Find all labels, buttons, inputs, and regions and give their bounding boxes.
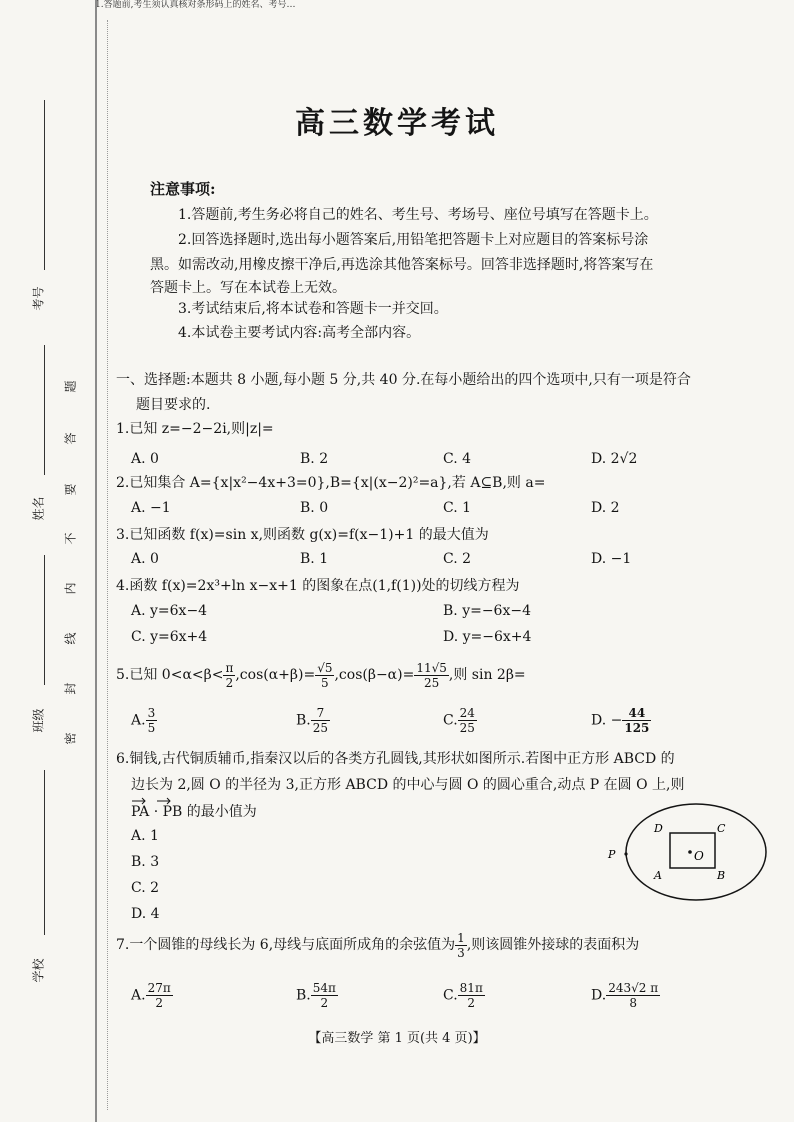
name-line — [44, 345, 45, 475]
q2-option-b: B. 0 — [300, 500, 329, 516]
seal-char: 内 — [63, 582, 78, 595]
q5-frac-root5-5: $\frac{√5}{5}$ — [317, 660, 333, 690]
page-footer: 【高三数学 第 1 页(共 4 页)】 — [308, 1031, 486, 1046]
class-line — [44, 555, 45, 685]
seal-char: 要 — [63, 483, 78, 496]
q7-stem-pre: 7.一个圆锥的母线长为 6,母线与底面所成角的余弦值为 — [116, 937, 456, 953]
notice-heading: 注意事项: — [150, 180, 216, 198]
q2-option-a: A. −1 — [131, 500, 171, 516]
q5-frac-pi-2: $\frac{\pi}{2}$ — [225, 660, 234, 690]
q7-option-d: D. $\frac{243√2 \pi}{8}$ — [591, 981, 659, 1010]
seal-char: 题 — [63, 380, 78, 393]
q1-option-d: D. 2√2 — [591, 451, 638, 467]
q6-option-a: A. 1 — [131, 828, 159, 844]
q6-option-b: B. 3 — [131, 854, 160, 870]
q1-option-b: B. 2 — [300, 451, 329, 467]
question-3-stem: 3.已知函数 f(x)=sin x,则函数 g(x)=f(x−1)+1 的最大值为 — [116, 527, 489, 543]
q7-stem-post: ,则该圆锥外接球的表面积为 — [466, 937, 640, 953]
q3-option-d: D. −1 — [591, 551, 632, 567]
square-abcd — [670, 833, 715, 868]
q6-option-c: C. 2 — [131, 880, 160, 896]
school-label: 学校 — [31, 958, 46, 983]
name-label: 姓名 — [31, 496, 46, 521]
question-5-stem — [116, 660, 526, 694]
q7-option-c: C. $\frac{81\pi}{2}$ — [443, 981, 483, 1010]
q2-option-c: C. 1 — [443, 500, 472, 516]
question-6-line3: PA · PB 的最小值为 — [131, 804, 257, 820]
fold-line — [95, 0, 97, 1122]
q4-option-a: A. y=6x−4 — [131, 603, 208, 619]
seal-char: 密 — [63, 732, 78, 745]
question-6-line1: 6.铜钱,古代铜质辅币,指秦汉以后的各类方孔圆钱,其形状如图所示.若图中正方形 ABCD 的 — [116, 751, 675, 767]
header-notice-strip: 1.答题前,考生须认真核对条形码上的姓名、考号… — [95, 0, 296, 10]
q4-option-b: B. y=−6x−4 — [443, 603, 531, 619]
point-p — [624, 852, 627, 855]
notice-item: 黑。如需改动,用橡皮擦干净后,再选涂其他答案标号。回答非选择题时,将答案写在 — [150, 257, 654, 273]
q1-option-c: C. 4 — [443, 451, 472, 467]
notice-item: 3.考试结束后,将本试卷和答题卡一并交回。 — [178, 301, 448, 317]
q7-frac-1-3: $\frac{1}{3}$ — [457, 930, 465, 960]
seal-char: 线 — [63, 632, 78, 645]
q5-cos1: ,cos(α+β)= — [235, 667, 316, 683]
q7-option-b: B. $\frac{54\pi}{2}$ — [296, 981, 336, 1010]
section-heading-cont: 题目要求的. — [136, 397, 211, 413]
q6-option-d: D. 4 — [131, 906, 160, 922]
q5-stem-pre: 5.已知 0<α<β< — [116, 667, 224, 683]
q5-option-d: D. − $\frac{44}{125}$ — [591, 706, 650, 735]
label-d: D — [654, 822, 663, 835]
school-line — [44, 770, 45, 935]
section-heading: 一、选择题:本题共 8 小题,每小题 5 分,共 40 分.在每小题给出的四个选项中,只有一项是符合 — [116, 372, 691, 388]
coin-figure — [604, 800, 774, 905]
notice-item: 4.本试卷主要考试内容:高考全部内容。 — [178, 325, 421, 341]
label-a: A — [654, 869, 662, 882]
q2-option-d: D. 2 — [591, 500, 620, 516]
seal-char: 答 — [63, 432, 78, 445]
question-4-stem: 4.函数 f(x)=2x³+ln x−x+1 的图象在点(1,f(1))处的切线方程为 — [116, 578, 520, 594]
q5-option-a: A. $\frac{3}{5}$ — [131, 706, 156, 735]
q5-frac-11root5-25: $\frac{11√5}{25}$ — [416, 660, 447, 690]
center-dot — [688, 850, 692, 854]
q7-option-a: A. $\frac{27\pi}{2}$ — [131, 981, 171, 1010]
page-title: 高三数学考试 — [295, 106, 499, 141]
question-2-stem: 2.已知集合 A={x|x²−4x+3=0},B={x|(x−2)²=a},若 A⊆B,则 a= — [116, 475, 546, 491]
vector-arrows — [131, 797, 171, 805]
notice-item: 答题卡上。写在本试卷上无效。 — [150, 280, 346, 296]
question-6-line2: 边长为 2,圆 O 的半径为 3,正方形 ABCD 的中心与圆 O 的圆心重合,动点 P 在圆 O 上,则 — [131, 777, 685, 793]
q5-option-c: C. $\frac{24}{25}$ — [443, 706, 475, 735]
seal-dotted-line — [107, 20, 108, 1110]
seal-char: 不 — [63, 532, 78, 545]
q3-option-a: A. 0 — [131, 551, 159, 567]
q1-option-a: A. 0 — [131, 451, 159, 467]
label-b: B — [717, 869, 726, 882]
notice-item: 2.回答选择题时,选出每小题答案后,用铅笔把答题卡上对应题目的答案标号涂 — [178, 232, 649, 248]
q5-cos2: ,cos(β−α)= — [334, 667, 415, 683]
q3-option-b: B. 1 — [300, 551, 329, 567]
q4-option-c: C. y=6x+4 — [131, 629, 208, 645]
label-p: P — [608, 848, 616, 861]
notice-item: 1.答题前,考生务必将自己的姓名、考生号、考场号、座位号填写在答题卡上。 — [178, 207, 658, 223]
exam-number-label: 考号 — [31, 286, 46, 311]
question-7-stem — [116, 930, 639, 964]
seal-char: 封 — [63, 682, 78, 695]
q5-stem-post: ,则 sin 2β= — [448, 667, 526, 683]
label-o: O — [694, 849, 704, 863]
q3-option-c: C. 2 — [443, 551, 472, 567]
label-c: C — [717, 822, 726, 835]
class-label: 班级 — [31, 708, 46, 733]
question-1-stem: 1.已知 z=−2−2i,则|z|= — [116, 421, 274, 437]
q4-option-d: D. y=−6x+4 — [443, 629, 532, 645]
q5-option-b: B. $\frac{7}{25}$ — [296, 706, 329, 735]
